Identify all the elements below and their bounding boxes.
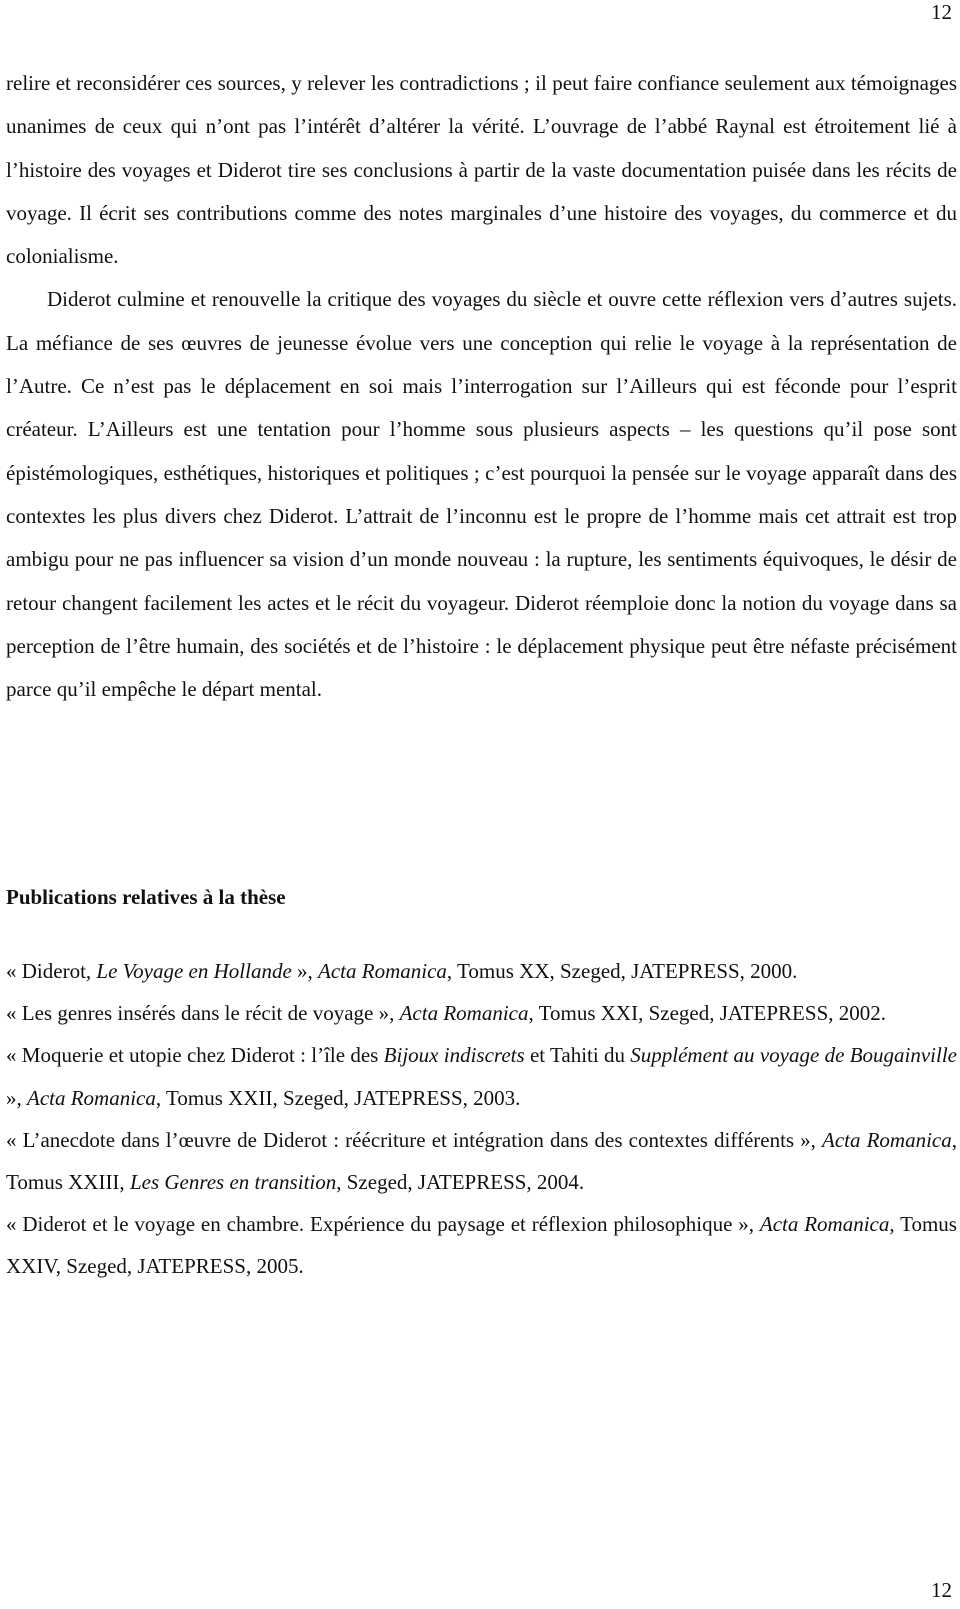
publication-item-3: « Moquerie et utopie chez Diderot : l’île des Bijoux indiscrets et Tahiti du Supplément au voyage de Bougainville », Acta Romanica, Tomus XXII, Szeged, JATEPRESS, 2003. xyxy=(6,1043,958,1110)
paragraph-1: relire et reconsidérer ces sources, y relever les contradictions ; il peut faire confiance seulement aux témoignages unanimes de ceux qui n’ont pas l’intérêt d’altérer la vérité. L’ouvrage de l’abbé Raynal est étroitement lié à l’histoire des voyages et Diderot tire ses conclusions à partir de la vaste documentation puisée dans les récits de voyage. Il écrit ses contributions comme des notes marginales d’une histoire des voyages, du commerce et du colonialisme. xyxy=(6,71,957,269)
page-number-bottom: 12 xyxy=(931,1578,952,1602)
publication-item-2: « Les genres insérés dans le récit de voyage », Acta Romanica, Tomus XXI, Szeged, JATEPRESS, 2002. xyxy=(6,1001,886,1026)
publication-item-5: « Diderot et le voyage en chambre. Expérience du paysage et réflexion philosophique », Acta Romanica, Tomus XXIV, Szeged, JATEPRESS, 2005. xyxy=(6,1212,957,1279)
section-heading: Publications relatives à la thèse xyxy=(6,885,286,909)
publication-item-1: « Diderot, Le Voyage en Hollande », Acta Romanica, Tomus XX, Szeged, JATEPRESS, 2000. xyxy=(6,959,798,983)
publication-list xyxy=(6,950,957,1288)
page-number-top: 12 xyxy=(931,0,952,24)
body-text xyxy=(6,62,957,711)
paragraph-2: Diderot culmine et renouvelle la critique des voyages du siècle et ouvre cette réflexion vers d’autres sujets. La méfiance de ses œuvres de jeunesse évolue vers une conception qui relie le voyage à la représentation de l’Autre. Ce n’est pas le déplacement en soi mais l’interrogation sur l’Ailleurs qui est féconde pour l’esprit créateur. L’Ailleurs est une tentation pour l’homme sous plusieurs aspects – les questions qu’il pose sont épistémologiques, esthétiques, historiques et politiques ; c’est pourquoi la pensée sur le voyage apparaît dans des contextes les plus divers chez Diderot. L’attrait de l’inconnu est le propre de l’homme mais cet attrait est trop ambigu pour ne pas influencer sa vision d’un monde nouveau : la rupture, les sentiments équivoques, le désir de retour changent facilement les actes et le récit du voyageur. Diderot réemploie donc la notion du voyage dans sa perception de l’être humain, des sociétés et de l’histoire : le déplacement physique peut être néfaste précisément parce qu’il empêche le départ mental. xyxy=(6,287,957,702)
publication-item-4: « L’anecdote dans l’œuvre de Diderot : réécriture et intégration dans des contextes différents », Acta Romanica, Tomus XXIII, Les Genres en transition, Szeged, JATEPRESS, 2004. xyxy=(6,1127,957,1195)
